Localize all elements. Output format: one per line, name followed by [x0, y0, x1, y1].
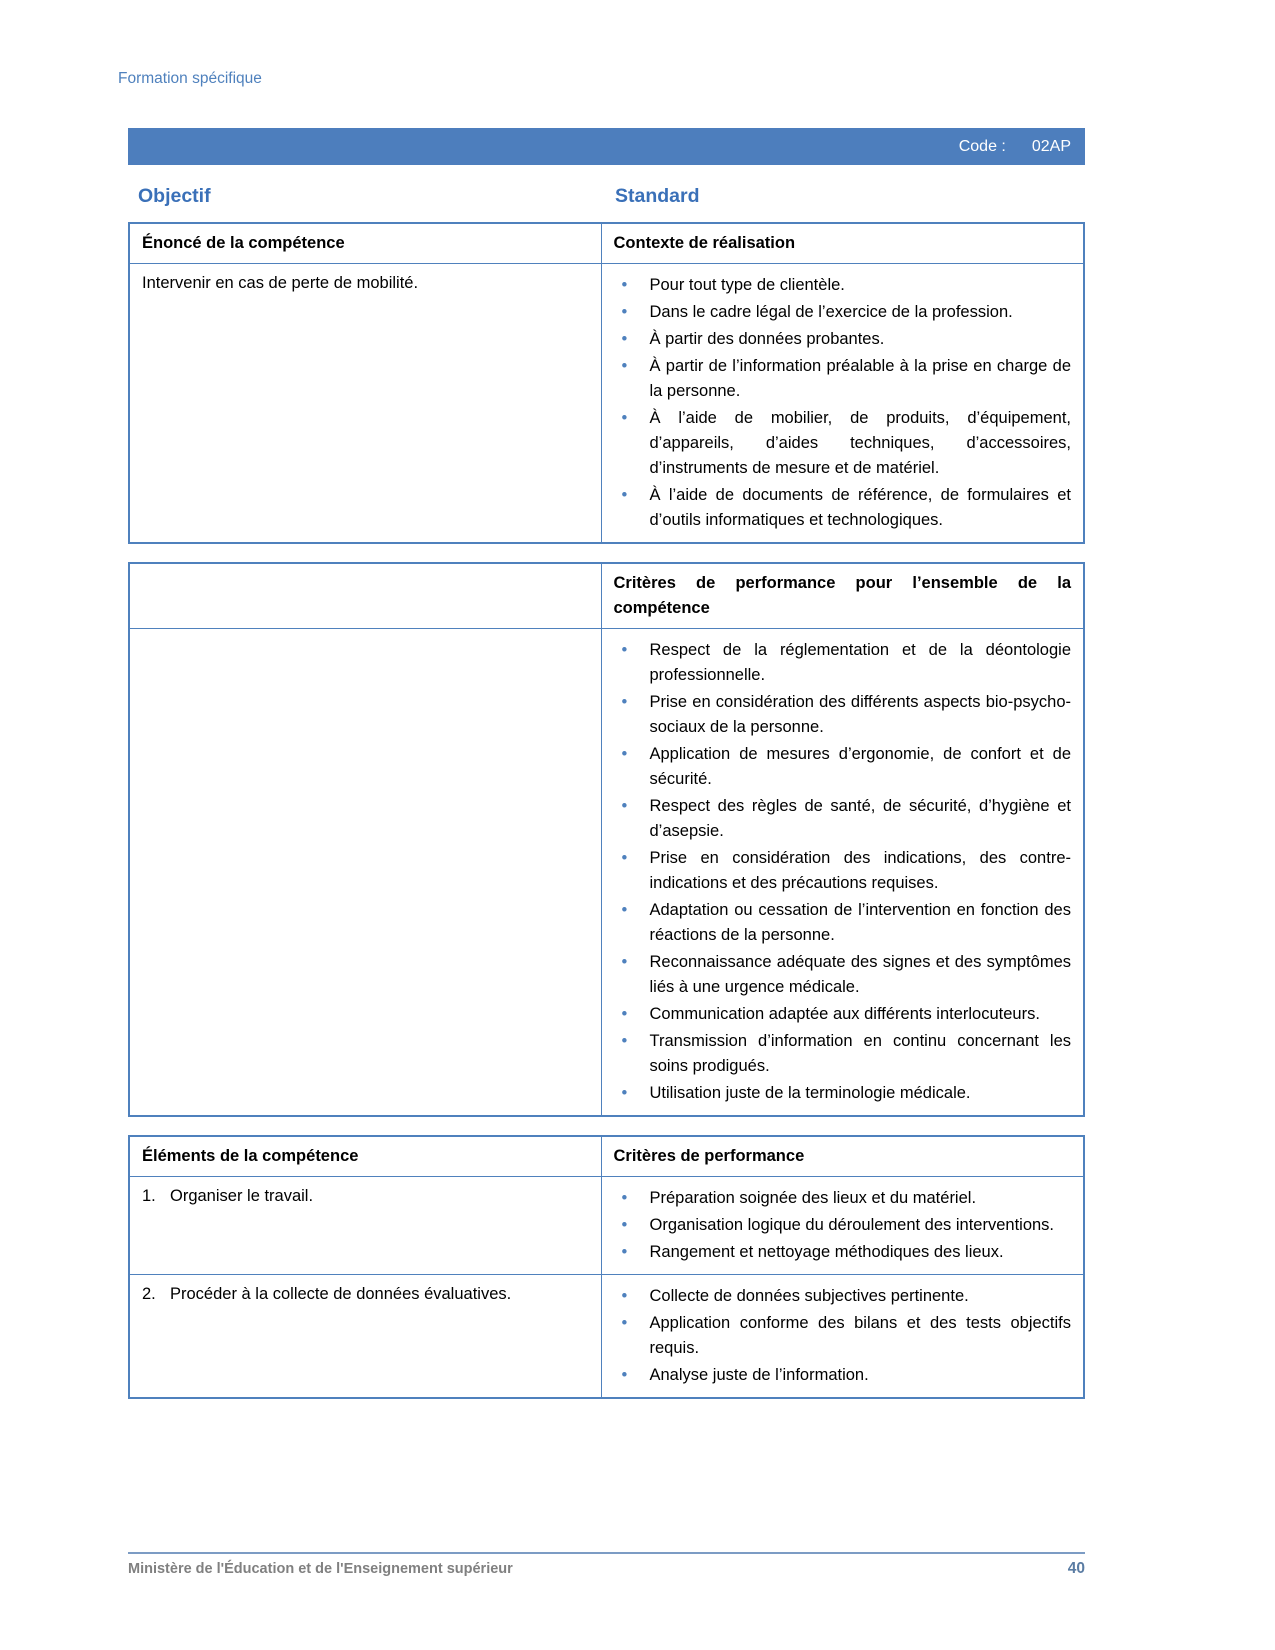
page-footer [128, 1552, 1085, 1578]
bullet-item: • Prise en considération des indications, des contre-indications et des précautions requises. [614, 846, 1072, 896]
element-1-label: Organiser le travail. [170, 1187, 314, 1205]
bullet-item: • À partir de l’information préalable à la prise en charge de la personne. [614, 354, 1072, 404]
bullet-item: • Rangement et nettoyage méthodiques des lieux. [614, 1240, 1072, 1265]
bullet-item: • Organisation logique du déroulement des interventions. [614, 1213, 1072, 1238]
code-label: Code : [958, 137, 1006, 155]
bullet-item: • Pour tout type de clientèle. [614, 273, 1072, 298]
contexte-bullet-list [614, 273, 1072, 533]
footer-ministry: Ministère de l'Éducation et de l'Enseignement supérieur [128, 1561, 513, 1577]
criteres-1-cell [601, 1177, 1084, 1275]
bullet-item: • Analyse juste de l’information. [614, 1363, 1072, 1388]
elements-row-2 [129, 1275, 1084, 1399]
empty-header-cell [129, 563, 601, 629]
page-content [118, 0, 1085, 1399]
bullet-item: • Transmission d’information en continu concernant les soins prodigués. [614, 1029, 1072, 1079]
bullet-item: • À partir des données probantes. [614, 327, 1072, 352]
criteres-ensemble-bullet-list [614, 638, 1072, 1106]
elements-header-cell: Éléments de la compétence [129, 1136, 601, 1177]
code-value: 02AP [1031, 137, 1071, 155]
bullet-item: • À l’aide de documents de référence, de formulaires et d’outils informatiques et technologiques. [614, 483, 1072, 533]
bullet-item: • Utilisation juste de la terminologie médicale. [614, 1081, 1072, 1106]
enonce-table [128, 222, 1085, 544]
footer-page-number: 40 [1067, 1560, 1085, 1577]
bullet-item: • Application conforme des bilans et des tests objectifs requis. [614, 1311, 1072, 1361]
bullet-item: • Préparation soignée des lieux et du matériel. [614, 1186, 1072, 1211]
bullet-item: • Communication adaptée aux différents interlocuteurs. [614, 1002, 1072, 1027]
criteres-ensemble-cell [601, 629, 1084, 1117]
contexte-header-cell: Contexte de réalisation [601, 223, 1084, 264]
bullet-item: • À l’aide de mobilier, de produits, d’équipement, d’appareils, d’aides techniques, d’accessoires, d’instruments de mesure et de matériel. [614, 406, 1072, 481]
bullet-item: • Adaptation ou cessation de l’intervention en fonction des réactions de la personne. [614, 898, 1072, 948]
competence-statement: Intervenir en cas de perte de mobilité. [129, 264, 601, 544]
bullet-item: • Collecte de données subjectives pertinente. [614, 1284, 1072, 1309]
bullet-item: • Prise en considération des différents aspects bio-psycho-sociaux de la personne. [614, 690, 1072, 740]
code-bar [128, 128, 1085, 165]
criteres-2-bullet-list [614, 1284, 1072, 1388]
empty-body-cell [129, 629, 601, 1117]
contexte-cell [601, 264, 1084, 544]
elements-table-header-row [129, 1136, 1084, 1177]
elements-table [128, 1135, 1085, 1399]
criteres-1-bullet-list [614, 1186, 1072, 1265]
criteres-ensemble-table [128, 562, 1085, 1117]
bullet-item: • Application de mesures d’ergonomie, de confort et de sécurité. [614, 742, 1072, 792]
element-2-label: Procéder à la collecte de données évaluatives. [170, 1285, 512, 1303]
element-1-number: 1. [142, 1187, 156, 1205]
element-1-cell [129, 1177, 601, 1275]
standard-title: Standard [615, 185, 700, 207]
bullet-item: • Dans le cadre légal de l’exercice de la profession. [614, 300, 1072, 325]
criteres-ensemble-body-row [129, 629, 1084, 1117]
criteres-2-cell [601, 1275, 1084, 1399]
column-titles [128, 185, 1085, 208]
bullet-item: • Respect des règles de santé, de sécurité, d’hygiène et d’asepsie. [614, 794, 1072, 844]
criteres-header-cell: Critères de performance [601, 1136, 1084, 1177]
section-label: Formation spécifique [118, 70, 262, 87]
elements-row-1 [129, 1177, 1084, 1275]
bullet-item: • Reconnaissance adéquate des signes et des symptômes liés à une urgence médicale. [614, 950, 1072, 1000]
enonce-table-body-row [129, 264, 1084, 544]
enonce-table-header-row [129, 223, 1084, 264]
element-2-cell [129, 1275, 601, 1399]
criteres-ensemble-header-cell: Critères de performance pour l’ensemble de la compétence [601, 563, 1084, 629]
criteres-ensemble-header-row [129, 563, 1084, 629]
element-2-number: 2. [142, 1285, 156, 1303]
bullet-item: • Respect de la réglementation et de la déontologie professionnelle. [614, 638, 1072, 688]
objectif-title: Objectif [138, 185, 211, 207]
enonce-header-cell: Énoncé de la compétence [129, 223, 601, 264]
